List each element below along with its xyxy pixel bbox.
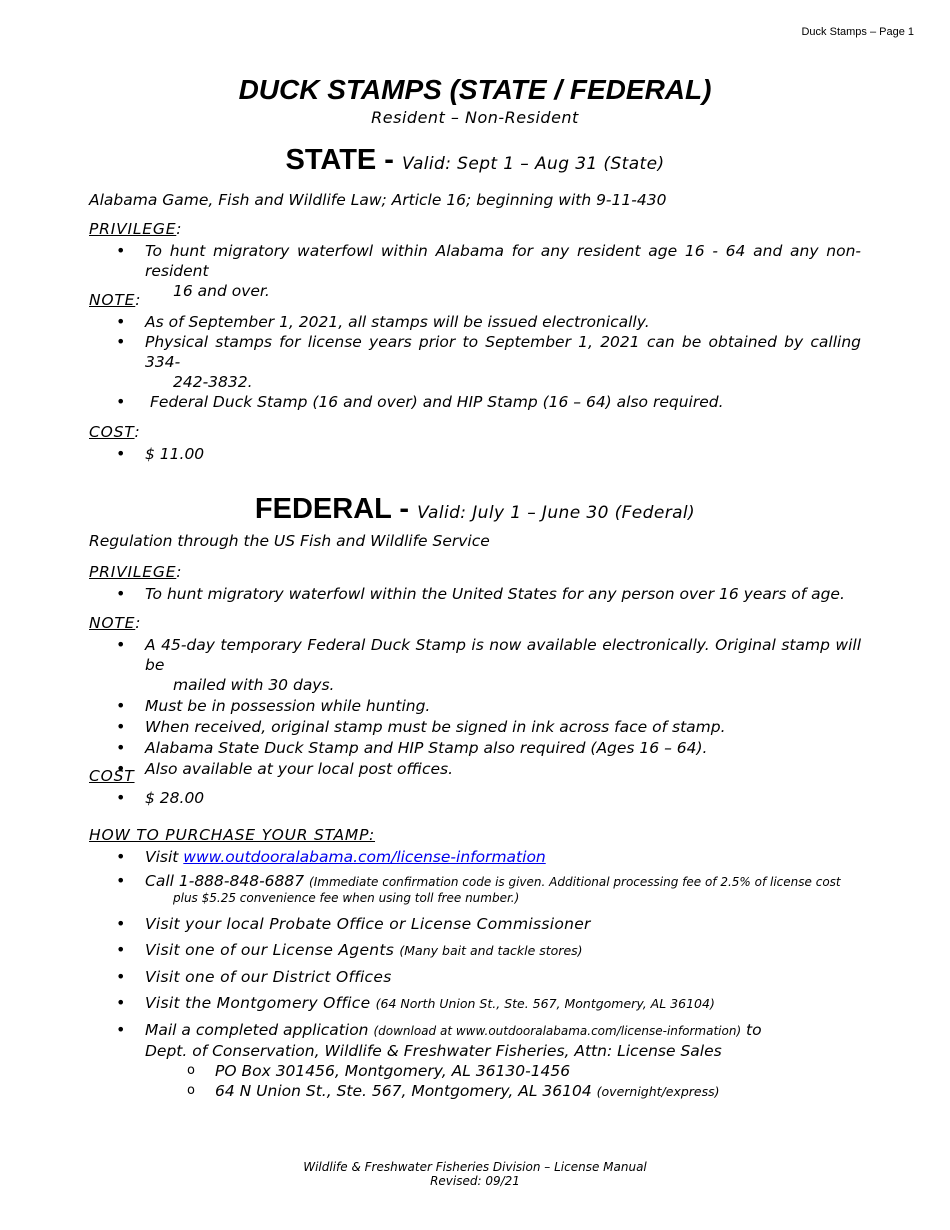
list-item: • Call 1-888-848-6887 (Immediate confirmation code is given. Additional processing fee of 2.5% of license cost plus $5.25 convenience fee when using toll free number.): [89, 873, 861, 906]
page-header: Duck Stamps – Page 1: [801, 26, 914, 38]
list-item: o PO Box 301456, Montgomery, AL 36130-1456: [145, 1061, 861, 1081]
federal-valid-dates: Valid: July 1 – June 30 (Federal): [417, 503, 696, 523]
page-subtitle: Resident – Non-Resident: [371, 108, 579, 127]
list-item: • Visit one of our License Agents (Many bait and tackle stores): [89, 940, 861, 961]
state-law-reference: Alabama Game, Fish and Wildlife Law; Article 16; beginning with 9-11-430: [89, 191, 667, 209]
federal-cost-label: COST: [89, 767, 135, 785]
list-item: • To hunt migratory waterfowl within Alabama for any resident age 16 - 64 and any non-resident 16 and over.: [89, 241, 861, 301]
federal-note-label: NOTE:: [89, 614, 142, 632]
federal-note-list: [89, 635, 861, 779]
state-heading-label: STATE -: [285, 144, 403, 176]
list-item: • Physical stamps for license years prior to September 1, 2021 can be obtained by calling 334- 242-3832.: [89, 332, 861, 392]
footer-revised: Revised: 09/21: [430, 1174, 520, 1188]
list-item: • To hunt migratory waterfowl within the United States for any person over 16 years of age.: [89, 584, 861, 604]
state-note-label: NOTE:: [89, 291, 142, 309]
list-item: • When received, original stamp must be signed in ink across face of stamp.: [89, 717, 861, 737]
purchase-list: [89, 847, 861, 1102]
state-heading: [0, 144, 950, 177]
list-item: • Visit www.outdooralabama.com/license-information: [89, 847, 861, 867]
license-info-link[interactable]: www.outdooralabama.com/license-information: [183, 848, 546, 866]
state-valid-dates: Valid: Sept 1 – Aug 31 (State): [402, 154, 665, 174]
federal-privilege-label: PRIVILEGE:: [89, 563, 183, 581]
state-cost-label: COST:: [89, 423, 141, 441]
mail-address-list: [145, 1061, 861, 1102]
state-cost-list: [89, 444, 861, 464]
purchase-label: HOW TO PURCHASE YOUR STAMP:: [89, 826, 376, 844]
page-footer: [0, 1160, 950, 1188]
state-privilege-list: [89, 241, 861, 301]
list-item: • $ 28.00: [89, 788, 861, 808]
list-item: • Also available at your local post offices.: [89, 759, 861, 779]
list-item: • Must be in possession while hunting.: [89, 696, 861, 716]
list-item: • Mail a completed application (download at www.outdooralabama.com/license-information) to Dept. of Conservation, Wildlife & Freshwater Fisheries, Attn: License Sales o PO Box 301456, Montgomery, AL 36130-1456 o 64 N Union St., Ste. 567, Montgomery, AL 36104 (overnight/express): [89, 1020, 861, 1102]
list-item: • Visit one of our District Offices: [89, 967, 861, 987]
footer-division: Wildlife & Freshwater Fisheries Division – License Manual: [303, 1160, 647, 1174]
federal-regulation: Regulation through the US Fish and Wildlife Service: [89, 532, 490, 550]
list-item: • Alabama State Duck Stamp and HIP Stamp also required (Ages 16 – 64).: [89, 738, 861, 758]
list-item: • A 45-day temporary Federal Duck Stamp is now available electronically. Original stamp will be mailed with 30 days.: [89, 635, 861, 695]
list-item: • As of September 1, 2021, all stamps will be issued electronically.: [89, 312, 861, 332]
state-privilege-label: PRIVILEGE:: [89, 220, 183, 238]
federal-privilege-list: [89, 584, 861, 604]
list-item: • $ 11.00: [89, 444, 861, 464]
page-title: DUCK STAMPS (STATE / FEDERAL): [238, 74, 712, 105]
list-item: • Federal Duck Stamp (16 and over) and HIP Stamp (16 – 64) also required.: [89, 392, 861, 412]
federal-cost-list: [89, 788, 861, 808]
list-item: • Visit your local Probate Office or License Commissioner: [89, 914, 861, 934]
list-item: • Visit the Montgomery Office (64 North Union St., Ste. 567, Montgomery, AL 36104): [89, 993, 861, 1014]
federal-heading: [0, 493, 950, 526]
federal-heading-label: FEDERAL -: [254, 493, 418, 525]
state-note-list: [89, 312, 861, 412]
list-item: o 64 N Union St., Ste. 567, Montgomery, AL 36104 (overnight/express): [145, 1081, 861, 1102]
